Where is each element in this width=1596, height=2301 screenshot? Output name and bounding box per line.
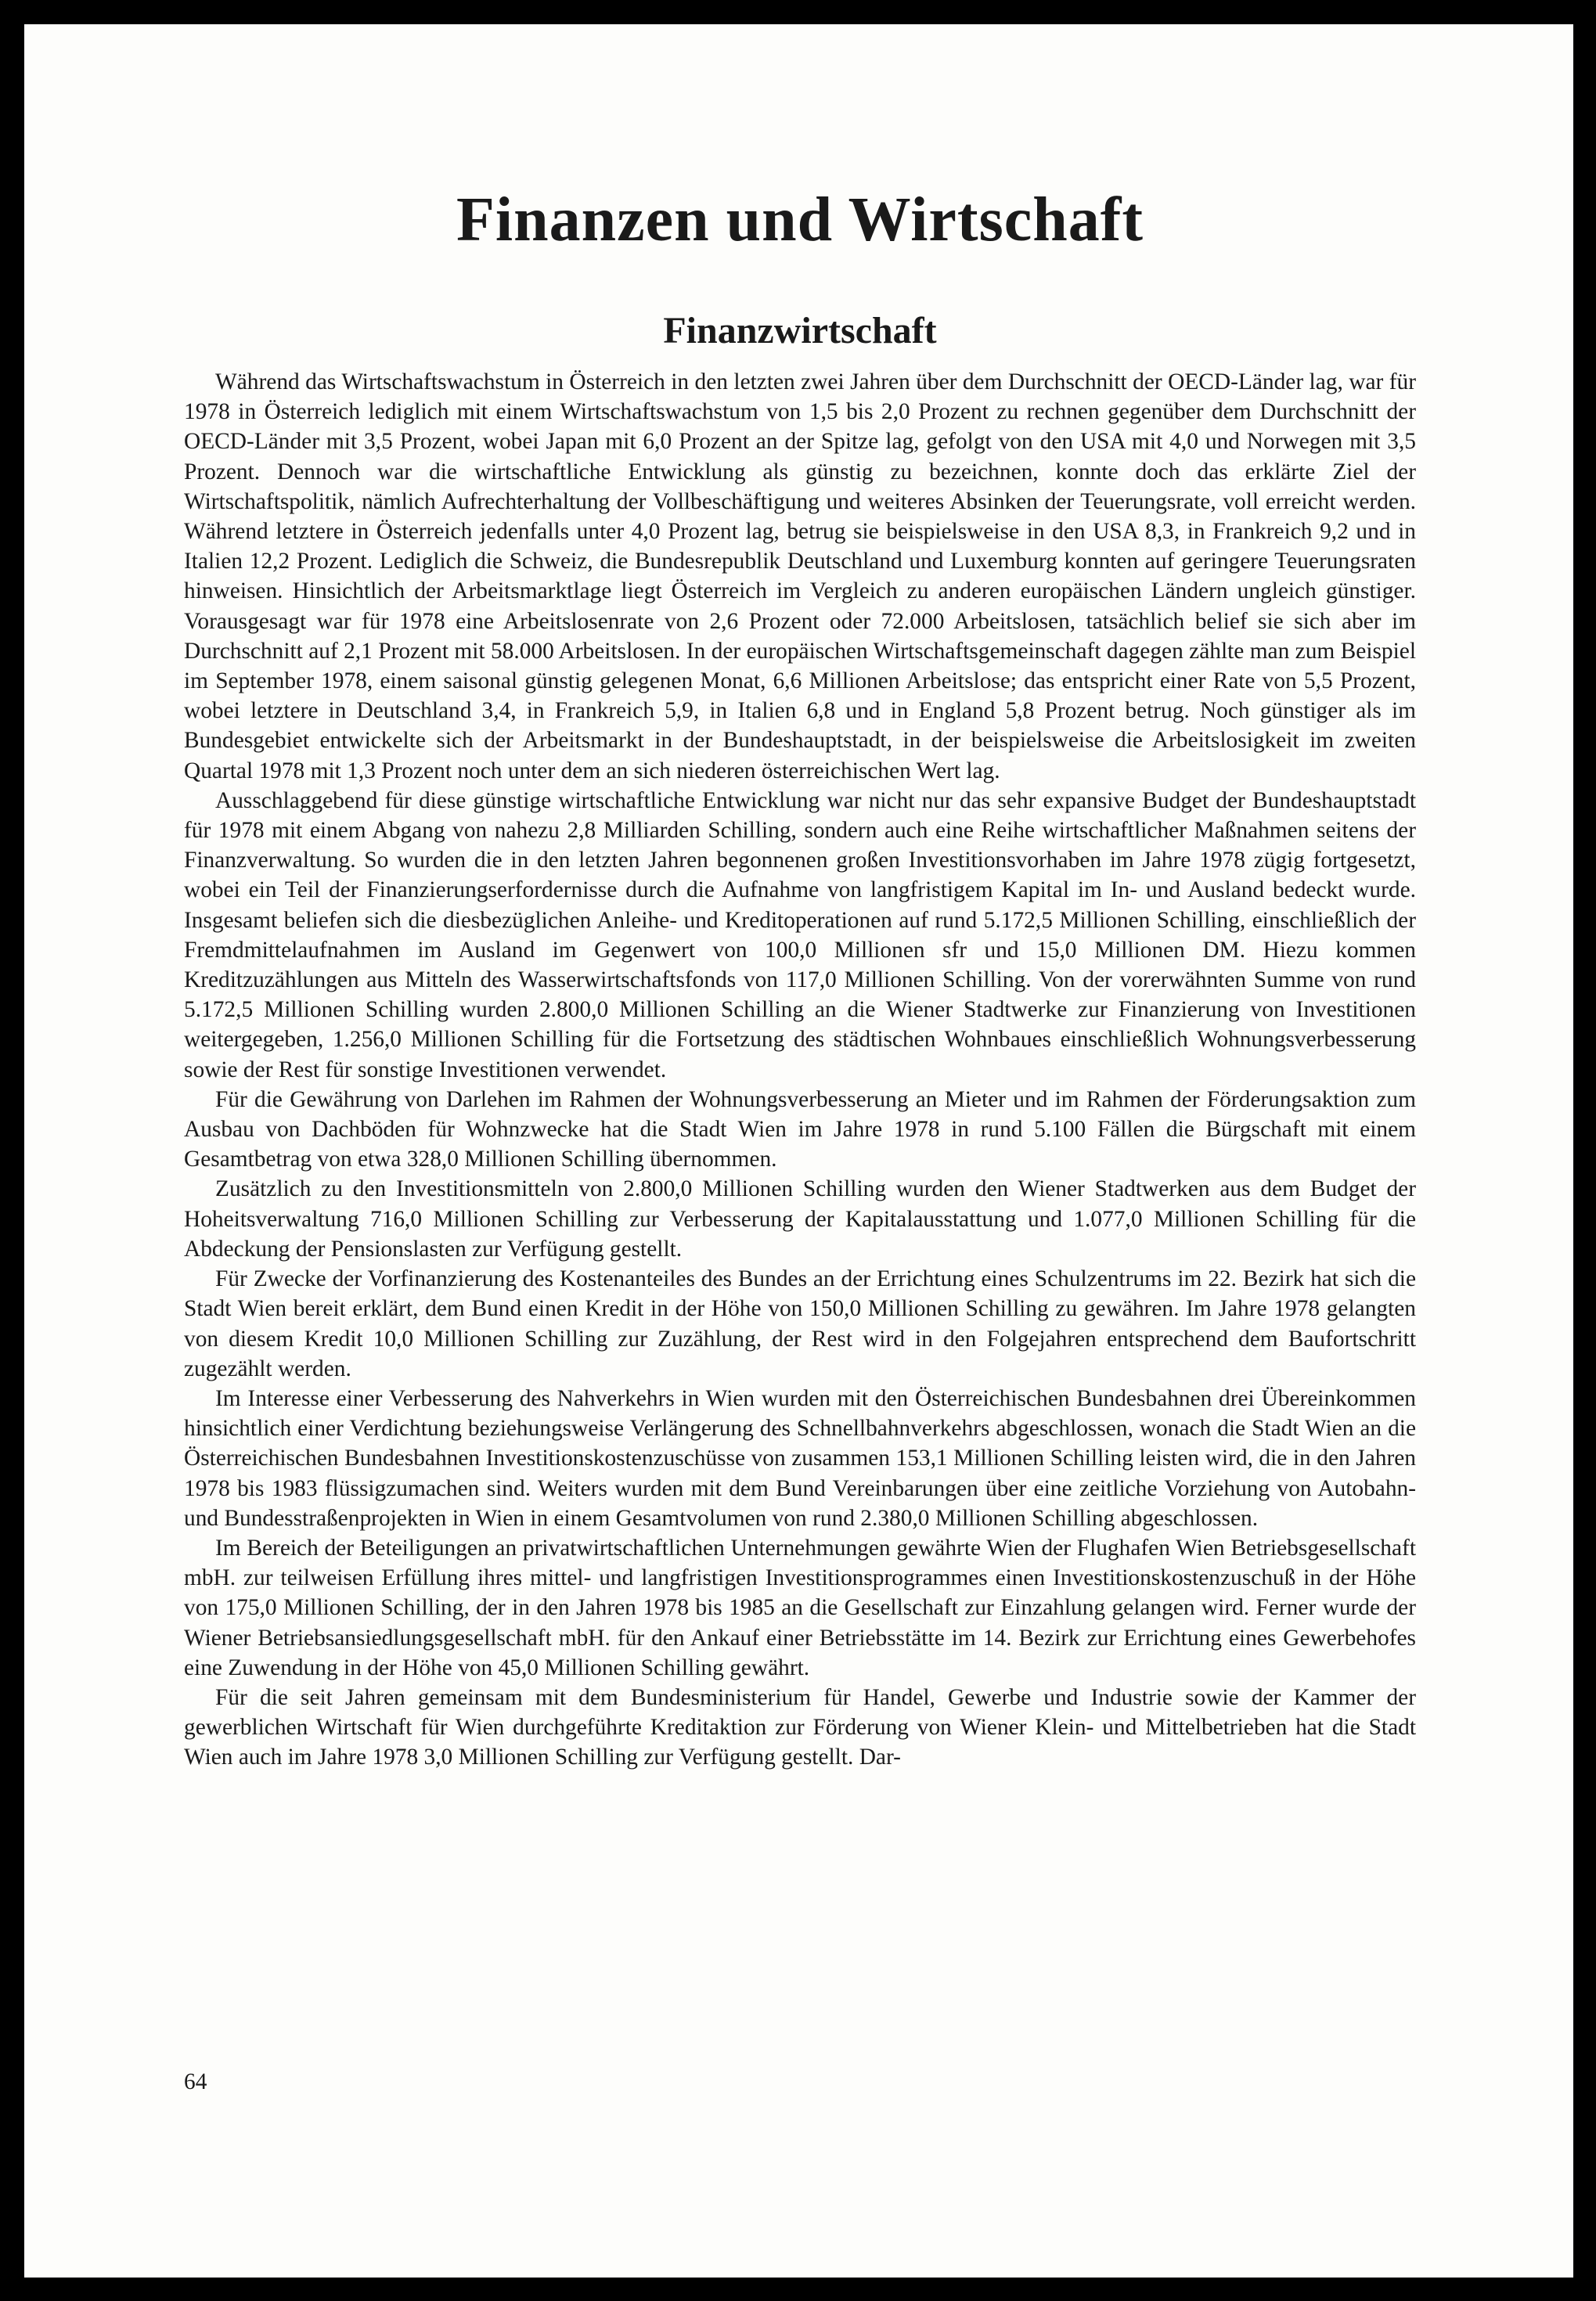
paragraph: Im Bereich der Beteiligungen an privatwirtschaftlichen Unternehmungen gewährte Wien der Flughafen Wien Betriebsgesellschaft mbH. zur teilweisen Erfüllung ihres mittel- und langfristigen Investitionsprogrammes einen Investitionskostenzuschuß in der Höhe von 175,0 Millionen Schilling, der in den Jahren 1978 bis 1985 an die Gesellschaft zur Einzahlung gelangen wird. Ferner wurde der Wiener Betriebsansiedlungsgesellschaft mbH. für den Ankauf einer Betriebsstätte im 14. Bezirk zur Errichtung eines Gewerbehofes eine Zuwendung in der Höhe von 45,0 Millionen Schilling gewährt. [184,1535,1416,1680]
document-page [24,24,1573,2278]
body-text [184,367,1416,1773]
paragraph: Zusätzlich zu den Investitionsmitteln von 2.800,0 Millionen Schilling wurden den Wiener Stadtwerken aus dem Budget der Hoheitsverwaltung 716,0 Millionen Schilling zur Verbesserung der Kapitalausstattung und 1.077,0 Millionen Schilling für die Abdeckung der Pensionslasten zur Verfügung gestellt. [184,1176,1416,1262]
section-title: Finanzwirtschaft [663,310,937,351]
paragraph: Ausschlaggebend für diese günstige wirtschaftliche Entwicklung war nicht nur das sehr expansive Budget der Bundeshauptstadt für 1978 mit einem Abgang von nahezu 2,8 Milliarden Schilling, sondern auch eine Reihe wirtschaftlicher Maßnahmen seitens der Finanzverwaltung. So wurden die in den letzten Jahren begonnenen großen Investitionsvorhaben im Jahre 1978 zügig fortgesetzt, wobei ein Teil der Finanzierungserfordernisse durch die Aufnahme von langfristigem Kapital im In- und Ausland bedeckt wurde. Insgesamt beliefen sich die diesbezüglichen Anleihe- und Kreditoperationen auf rund 5.172,5 Millionen Schilling, einschließlich der Fremdmittelaufnahmen im Ausland im Gegenwert von 100,0 Millionen sfr und 15,0 Millionen DM. Hiezu kommen Kreditzuzählungen aus Mitteln des Wasserwirtschaftsfonds von 117,0 Millionen Schilling. Von der vorerwähnten Summe von rund 5.172,5 Millionen Schilling wurden 2.800,0 Millionen Schilling an die Wiener Stadtwerke zur Finanzierung von Investitionen weitergegeben, 1.256,0 Millionen Schilling für die Fortsetzung des städtischen Wohnbaues einschließlich Wohnungsverbesserung sowie der Rest für sonstige Investitionen verwendet. [184,787,1416,1082]
paragraph: Für die seit Jahren gemeinsam mit dem Bundesministerium für Handel, Gewerbe und Industrie sowie der Kammer der gewerblichen Wirtschaft für Wien durchgeführte Kreditaktion zur Förderung von Wiener Klein- und Mittelbetrieben hat die Stadt Wien auch im Jahre 1978 3,0 Millionen Schilling zur Verfügung gestellt. Dar- [184,1684,1416,1770]
paragraph: Im Interesse einer Verbesserung des Nahverkehrs in Wien wurden mit den Österreichischen Bundesbahnen drei Übereinkommen hinsichtlich einer Verdichtung beziehungsweise Verlängerung des Schnellbahnverkehrs abgeschlossen, wonach die Stadt Wien an die Österreichischen Bundesbahnen Investitionskostenzuschüsse von zusammen 153,1 Millionen Schilling leisten wird, die in den Jahren 1978 bis 1983 flüssigzumachen sind. Weiters wurden mit dem Bund Vereinbarungen über eine zeitliche Vorziehung von Autobahn- und Bundesstraßenprojekten in Wien in einem Gesamtvolumen von rund 2.380,0 Millionen Schilling abgeschlossen. [184,1385,1416,1531]
page-number: 64 [184,2069,207,2094]
paragraph: Für Zwecke der Vorfinanzierung des Kostenanteiles des Bundes an der Errichtung eines Schulzentrums im 22. Bezirk hat sich die Stadt Wien bereit erklärt, dem Bund einen Kredit in der Höhe von 150,0 Millionen Schilling zu gewähren. Im Jahre 1978 gelangten von diesem Kredit 10,0 Millionen Schilling zur Zuzählung, der Rest wird in den Folgejahren entsprechend dem Baufortschritt zugezählt werden. [184,1266,1416,1381]
paragraph: Für die Gewährung von Darlehen im Rahmen der Wohnungsverbesserung an Mieter und im Rahmen der Förderungsaktion zum Ausbau von Dachböden für Wohnzwecke hat die Stadt Wien im Jahre 1978 in rund 5.100 Fällen die Bürgschaft mit einem Gesamtbetrag von etwa 328,0 Millionen Schilling übernommen. [184,1086,1416,1172]
main-title: Finanzen und Wirtschaft [456,185,1144,254]
paragraph: Während das Wirtschaftswachstum in Österreich in den letzten zwei Jahren über dem Durchschnitt der OECD-Länder lag, war für 1978 in Österreich lediglich mit einem Wirtschaftswachstum von 1,5 bis 2,0 Prozent zu rechnen gegenüber dem Durchschnitt der OECD-Länder mit 3,5 Prozent, wobei Japan mit 6,0 Prozent an der Spitze lag, gefolgt von den USA mit 4,0 und Norwegen mit 3,5 Prozent. Dennoch war die wirtschaftliche Entwicklung als günstig zu bezeichnen, konnte doch das erklärte Ziel der Wirtschaftspolitik, nämlich Aufrechterhaltung der Vollbeschäftigung und weiteres Absinken der Teuerungsrate, voll erreicht werden. Während letztere in Österreich jedenfalls unter 4,0 Prozent lag, betrug sie beispielsweise in den USA 8,3, in Frankreich 9,2 und in Italien 12,2 Prozent. Lediglich die Schweiz, die Bundesrepublik Deutschland und Luxemburg konnten auf geringere Teuerungsraten hinweisen. Hinsichtlich der Arbeitsmarktlage liegt Österreich im Vergleich zu anderen europäischen Ländern ungleich günstiger. Vorausgesagt war für 1978 eine Arbeitslosenrate von 2,6 Prozent oder 72.000 Arbeitslosen, tatsächlich belief sie sich aber im Durchschnitt auf 2,1 Prozent mit 58.000 Arbeitslosen. In der europäischen Wirtschaftsgemeinschaft dagegen zählte man zum Beispiel im September 1978, einem saisonal günstig gelegenen Monat, 6,6 Millionen Arbeitslose; das entspricht einer Rate von 5,5 Prozent, wobei letztere in Deutschland 3,4, in Frankreich 5,9, in Italien 6,8 und in England 5,8 Prozent betrug. Noch günstiger als im Bundesgebiet entwickelte sich der Arbeitsmarkt in der Bundeshauptstadt, in der beispielsweise die Arbeitslosigkeit im zweiten Quartal 1978 mit 1,3 Prozent noch unter dem an sich niederen österreichischen Wert lag. [184,369,1416,783]
